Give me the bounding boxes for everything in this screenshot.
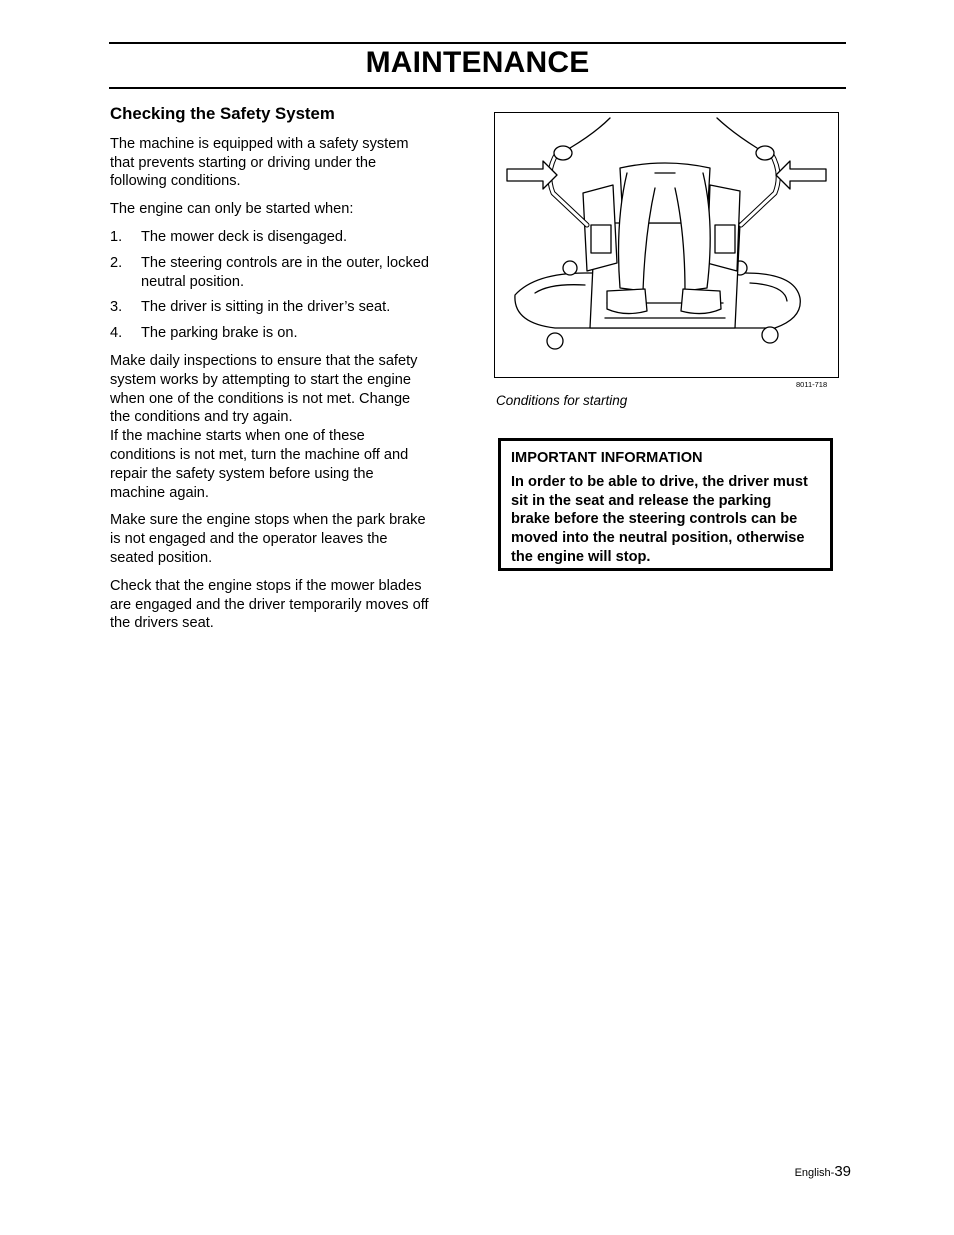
- figure-code: 8011-718: [796, 380, 828, 389]
- list-item: [110, 324, 430, 343]
- footer-language: English-: [794, 1167, 835, 1179]
- repair-paragraph: If the machine starts when one of these conditions is not met, turn the machine off and repair the safety system before using the machine again.: [110, 428, 409, 501]
- list-text: The steering controls are in the outer, locked neutral position.: [141, 254, 429, 290]
- list-item: [110, 254, 430, 292]
- list-item: [110, 228, 430, 247]
- list-text: The mower deck is disengaged.: [141, 228, 348, 245]
- list-text: The parking brake is on.: [141, 325, 298, 342]
- page-title: MAINTENANCE: [365, 46, 590, 79]
- figure-caption: Conditions for starting: [496, 393, 628, 408]
- list-text: The driver is sitting in the driver’s seat.: [141, 299, 391, 316]
- important-information-box: [498, 438, 833, 571]
- conditions-list: [110, 228, 430, 343]
- important-heading: IMPORTANT INFORMATION: [511, 450, 703, 466]
- header-rule-top: [109, 42, 846, 44]
- lead-paragraph: The engine can only be started when:: [110, 201, 354, 218]
- section-heading: Checking the Safety System: [110, 104, 335, 123]
- important-body: In order to be able to drive, the driver must sit in the seat and release the parking brake before the steering controls can be moved into the neutral position, otherwise the engine will stop.: [511, 473, 808, 565]
- blades-paragraph: Check that the engine stops if the mower blades are engaged and the driver temporarily moves off the drivers seat.: [110, 577, 429, 632]
- list-number: 3.: [110, 299, 123, 316]
- inspection-paragraph: Make daily inspections to ensure that the safety system works by attempting to start the engine when one of the conditions is not met. Change the conditions and try again.: [110, 352, 418, 426]
- page-number: 39: [834, 1163, 851, 1180]
- list-item: [110, 298, 430, 317]
- list-number: 1.: [110, 228, 123, 245]
- park-brake-paragraph: Make sure the engine stops when the park brake is not engaged and the operator leaves the seated position.: [110, 512, 426, 566]
- left-column: [110, 105, 430, 642]
- mower-illustration: [494, 112, 839, 378]
- header-rule-bottom: [109, 87, 846, 89]
- intro-paragraph: The machine is equipped with a safety system that prevents starting or driving under the following conditions.: [110, 135, 409, 190]
- page-footer: [795, 1163, 851, 1180]
- list-number: 4.: [110, 325, 123, 342]
- list-number: 2.: [110, 254, 123, 271]
